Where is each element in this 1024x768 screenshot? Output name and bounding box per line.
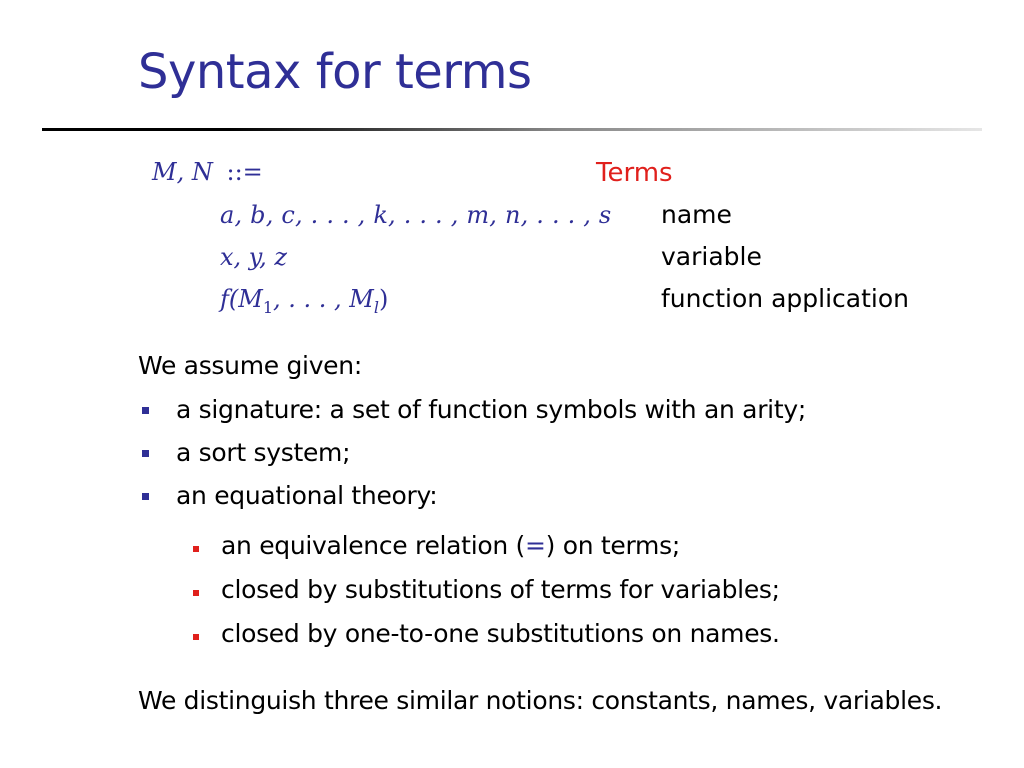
production-function-application: [220, 285, 389, 317]
grammar-operator: ::=: [226, 158, 263, 186]
sub-bullet-square-icon: [193, 546, 199, 552]
subitem-equivalence-after: ) on terms;: [545, 531, 680, 560]
production-name: a, b, c, . . . , k, . . . , m, n, . . . , s: [220, 201, 612, 229]
grammar-header: Terms: [596, 158, 673, 188]
production-fn-mid: , . . . , M: [273, 285, 374, 313]
grammar-lhs-vars: M, N: [152, 158, 213, 186]
conclusion-text: We distinguish three similar notions: constants, names, variables.: [138, 686, 943, 715]
production-fn-sub2: l: [373, 298, 380, 317]
production-fn-sub1: 1: [262, 298, 274, 317]
grammar-lhs: [152, 158, 263, 186]
slide-title: Syntax for terms: [138, 44, 532, 100]
subitem-closed-one-to-one: closed by one-to-one substitutions on names.: [221, 619, 780, 648]
bullet-square-icon: [142, 407, 149, 414]
assumption-item-sort-system: a sort system;: [176, 438, 351, 467]
production-function-application-desc: function application: [661, 284, 909, 313]
assumption-item-signature: a signature: a set of function symbols with an arity;: [176, 395, 806, 424]
equals-symbol: =: [524, 531, 546, 560]
bullet-square-icon: [142, 493, 149, 500]
production-name-desc: name: [661, 200, 732, 229]
production-variable: x, y, z: [220, 243, 288, 271]
subitem-equivalence-before: an equivalence relation (: [221, 531, 525, 560]
production-fn-prefix: f(M: [220, 285, 263, 313]
assumption-item-equational-theory: an equational theory:: [176, 481, 438, 510]
production-fn-suffix: ): [379, 285, 389, 313]
subitem-closed-substitutions: closed by substitutions of terms for variables;: [221, 575, 780, 604]
assumptions-intro: We assume given:: [138, 351, 362, 380]
subitem-equivalence-relation: [221, 531, 680, 560]
title-divider: [42, 128, 982, 131]
sub-bullet-square-icon: [193, 590, 199, 596]
bullet-square-icon: [142, 450, 149, 457]
production-variable-desc: variable: [661, 242, 762, 271]
sub-bullet-square-icon: [193, 634, 199, 640]
